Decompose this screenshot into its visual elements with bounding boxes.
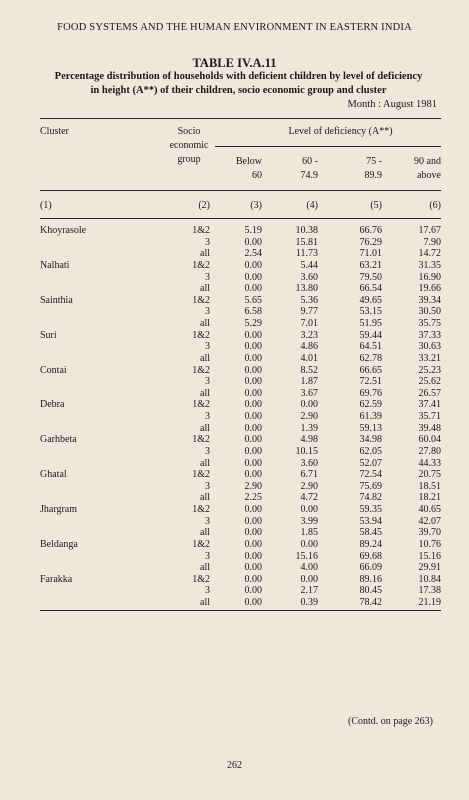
value-75-89: 59.44 (359, 329, 382, 341)
socio-economic-group: 1&2 (192, 294, 210, 306)
socio-economic-group: all (200, 422, 210, 434)
value-90-above: 37.41 (418, 399, 441, 411)
value-75-89: 89.16 (359, 573, 382, 585)
value-60-74: 15.16 (295, 550, 318, 562)
socio-economic-group: 1&2 (192, 399, 210, 411)
cluster-name (40, 353, 140, 365)
cluster-name (40, 423, 140, 435)
socio-economic-group: 1&2 (192, 225, 210, 236)
socio-economic-group: all (200, 457, 210, 469)
cluster-name (40, 306, 140, 318)
level-header-rule (215, 146, 441, 147)
column-number-2: (2) (198, 200, 210, 211)
table-row (40, 237, 441, 249)
cluster-name (40, 527, 140, 539)
cluster-name (40, 248, 140, 260)
value-below-60: 0.00 (244, 585, 262, 597)
header-col-90-above: 90 and above (414, 156, 441, 181)
value-below-60: 0.00 (244, 562, 262, 574)
table-row (40, 388, 441, 400)
value-60-74: 6.71 (300, 469, 318, 481)
socio-economic-group: all (200, 597, 210, 608)
value-60-74: 1.87 (300, 376, 318, 388)
table-row (40, 539, 441, 551)
value-60-74: 3.23 (300, 329, 318, 341)
table-row (40, 399, 441, 411)
socio-economic-group: all (200, 527, 210, 539)
cluster-name (40, 272, 140, 284)
value-60-74: 5.36 (300, 294, 318, 306)
value-60-74: 4.72 (300, 492, 318, 504)
value-75-89: 76.29 (359, 236, 382, 248)
cluster-name (40, 516, 140, 528)
value-90-above: 60.04 (418, 434, 441, 446)
cluster-name (40, 237, 140, 249)
value-below-60: 0.00 (244, 352, 262, 364)
cluster-name: Ghatal (40, 469, 67, 481)
table-row (40, 411, 441, 423)
table-row (40, 458, 441, 470)
value-below-60: 0.00 (244, 341, 262, 353)
value-60-74: 3.60 (300, 457, 318, 469)
value-below-60: 0.00 (244, 259, 262, 271)
top-rule (40, 118, 441, 119)
value-75-89: 74.82 (359, 492, 382, 504)
value-below-60: 0.00 (244, 283, 262, 295)
value-below-60: 5.29 (244, 318, 262, 329)
value-90-above: 7.90 (423, 236, 441, 248)
value-75-89: 64.51 (359, 341, 382, 353)
value-75-89: 72.54 (359, 469, 382, 481)
value-90-above: 25.62 (418, 376, 441, 388)
table-row (40, 516, 441, 528)
table-title: TABLE IV.A.11 (192, 56, 277, 70)
value-75-89: 51.95 (359, 318, 382, 329)
value-75-89: 34.98 (359, 434, 382, 446)
value-60-74: 0.00 (300, 573, 318, 585)
value-90-above: 35.71 (418, 411, 441, 422)
socio-economic-group: 3 (205, 271, 210, 283)
value-60-74: 1.85 (300, 527, 318, 539)
table-row (40, 306, 441, 318)
table-row (40, 434, 441, 446)
cluster-name (40, 376, 140, 388)
table-row (40, 272, 441, 284)
socio-economic-group: 3 (205, 515, 210, 527)
table-row (40, 585, 441, 597)
value-90-above: 29.91 (418, 562, 441, 574)
value-90-above: 39.48 (418, 422, 441, 434)
socio-economic-group: all (200, 318, 210, 329)
value-60-74: 0.00 (300, 538, 318, 550)
table-bottom-rule (40, 610, 441, 611)
value-60-74: 2.90 (300, 411, 318, 422)
value-90-above: 21.19 (418, 597, 441, 608)
header-col-75-89: 75 - 89.9 (364, 156, 382, 181)
cluster-name: Beldanga (40, 538, 78, 550)
column-number-6: (6) (429, 200, 441, 211)
value-75-89: 58.45 (359, 527, 382, 539)
value-60-74: 7.01 (300, 318, 318, 329)
table-row (40, 597, 441, 609)
value-75-89: 80.45 (359, 585, 382, 597)
table-caption (30, 70, 447, 98)
value-90-above: 18.51 (418, 480, 441, 492)
value-75-89: 79.50 (359, 271, 382, 283)
value-75-89: 61.39 (359, 411, 382, 422)
table-row (40, 574, 441, 586)
value-60-74: 0.39 (300, 597, 318, 608)
header-cluster: Cluster (40, 126, 69, 137)
value-60-74: 15.81 (295, 236, 318, 248)
table-row (40, 283, 441, 295)
value-90-above: 35.75 (418, 318, 441, 329)
value-75-89: 62.05 (359, 445, 382, 457)
value-75-89: 69.76 (359, 387, 382, 399)
value-90-above: 30.63 (418, 341, 441, 353)
value-60-74: 0.00 (300, 399, 318, 411)
table-row (40, 469, 441, 481)
value-75-89: 53.94 (359, 515, 382, 527)
table-row (40, 423, 441, 435)
value-75-89: 59.13 (359, 422, 382, 434)
table-row (40, 492, 441, 504)
value-below-60: 0.00 (244, 329, 262, 341)
value-60-74: 4.01 (300, 352, 318, 364)
header-bottom-rule (40, 190, 441, 191)
value-90-above: 17.38 (418, 585, 441, 597)
value-below-60: 2.90 (244, 480, 262, 492)
socio-economic-group: 3 (205, 236, 210, 248)
value-below-60: 2.25 (244, 492, 262, 504)
cluster-name (40, 597, 140, 609)
value-below-60: 2.54 (244, 248, 262, 260)
socio-economic-group: all (200, 352, 210, 364)
cluster-name (40, 551, 140, 563)
value-75-89: 66.76 (359, 225, 382, 236)
value-90-above: 20.75 (418, 469, 441, 481)
value-90-above: 18.21 (418, 492, 441, 504)
cluster-name: Contai (40, 364, 67, 376)
cluster-name (40, 411, 140, 423)
continued-note: (Contd. on page 263) (348, 716, 433, 727)
cluster-name: Debra (40, 399, 65, 411)
value-below-60: 0.00 (244, 364, 262, 376)
value-90-above: 44.33 (418, 457, 441, 469)
socio-economic-group: 1&2 (192, 504, 210, 515)
value-75-89: 59.35 (359, 504, 382, 515)
value-below-60: 0.00 (244, 550, 262, 562)
column-number-5: (5) (370, 200, 382, 211)
caption-line-1: Percentage distribution of households with deficient children by level of deficiency (54, 71, 423, 82)
socio-economic-group: 1&2 (192, 538, 210, 550)
value-75-89: 63.21 (359, 259, 382, 271)
value-below-60: 0.00 (244, 399, 262, 411)
value-60-74: 3.99 (300, 515, 318, 527)
column-number-4: (4) (306, 200, 318, 211)
value-90-above: 30.50 (418, 306, 441, 318)
value-90-above: 17.67 (418, 225, 441, 236)
table-row (40, 376, 441, 388)
cluster-name (40, 388, 140, 400)
value-90-above: 40.65 (418, 504, 441, 515)
value-below-60: 0.00 (244, 527, 262, 539)
value-below-60: 0.00 (244, 469, 262, 481)
table-row (40, 365, 441, 377)
cluster-name (40, 492, 140, 504)
table-row (40, 260, 441, 272)
value-60-74: 3.67 (300, 387, 318, 399)
socio-economic-group: all (200, 387, 210, 399)
page-number: 262 (227, 760, 242, 771)
cluster-name: Nalhati (40, 259, 70, 271)
cluster-name: Jhargram (40, 504, 78, 515)
value-60-74: 2.17 (300, 585, 318, 597)
value-below-60: 6.58 (244, 306, 262, 318)
value-below-60: 0.00 (244, 434, 262, 446)
table-row (40, 562, 441, 574)
table-row (40, 225, 441, 237)
cluster-name: Khoyrasole (40, 225, 87, 236)
header-level-of-deficiency: Level of deficiency (A**) (288, 126, 393, 137)
socio-economic-group: 1&2 (192, 573, 210, 585)
data-table (40, 225, 441, 609)
socio-economic-group: all (200, 248, 210, 260)
running-head: FOOD SYSTEMS AND THE HUMAN ENVIRONMENT IN EASTERN INDIA (57, 22, 412, 33)
socio-economic-group: all (200, 562, 210, 574)
value-75-89: 75.69 (359, 480, 382, 492)
value-below-60: 0.00 (244, 422, 262, 434)
table-row (40, 504, 441, 516)
value-below-60: 0.00 (244, 445, 262, 457)
value-below-60: 5.19 (244, 225, 262, 236)
value-60-74: 2.90 (300, 480, 318, 492)
socio-economic-group: 3 (205, 341, 210, 353)
value-75-89: 72.51 (359, 376, 382, 388)
value-90-above: 33.21 (418, 352, 441, 364)
value-below-60: 5.65 (244, 294, 262, 306)
cluster-name (40, 562, 140, 574)
header-col-60-74: 60 - 74.9 (300, 156, 318, 181)
table-row (40, 341, 441, 353)
value-75-89: 78.42 (359, 597, 382, 608)
socio-economic-group: 3 (205, 480, 210, 492)
value-90-above: 19.66 (418, 283, 441, 295)
value-60-74: 8.52 (300, 364, 318, 376)
value-75-89: 89.24 (359, 538, 382, 550)
value-60-74: 1.39 (300, 422, 318, 434)
value-75-89: 66.54 (359, 283, 382, 295)
value-75-89: 66.65 (359, 364, 382, 376)
socio-economic-group: 1&2 (192, 364, 210, 376)
value-below-60: 0.00 (244, 236, 262, 248)
socio-economic-group: 3 (205, 376, 210, 388)
value-below-60: 0.00 (244, 271, 262, 283)
value-90-above: 10.76 (418, 538, 441, 550)
value-below-60: 0.00 (244, 573, 262, 585)
value-60-74: 4.00 (300, 562, 318, 574)
value-below-60: 0.00 (244, 387, 262, 399)
value-60-74: 4.86 (300, 341, 318, 353)
value-75-89: 62.59 (359, 399, 382, 411)
value-90-above: 42.07 (418, 515, 441, 527)
socio-economic-group: 3 (205, 585, 210, 597)
socio-economic-group: all (200, 492, 210, 504)
value-60-74: 11.73 (295, 248, 318, 260)
value-60-74: 10.15 (295, 445, 318, 457)
value-below-60: 0.00 (244, 597, 262, 608)
value-90-above: 31.35 (418, 259, 441, 271)
socio-economic-group: 3 (205, 411, 210, 422)
value-below-60: 0.00 (244, 504, 262, 515)
value-60-74: 9.77 (300, 306, 318, 318)
cluster-name (40, 585, 140, 597)
table-row (40, 318, 441, 330)
column-number-rule (40, 218, 441, 219)
table-row (40, 551, 441, 563)
value-90-above: 15.16 (418, 550, 441, 562)
value-60-74: 3.60 (300, 271, 318, 283)
month-label: Month : August 1981 (347, 99, 437, 110)
cluster-name: Garhbeta (40, 434, 77, 446)
cluster-name (40, 446, 140, 458)
header-col-below-60: Below 60 (235, 156, 262, 181)
column-number-1: (1) (40, 200, 52, 211)
cluster-name: Farakka (40, 573, 73, 585)
cluster-name (40, 341, 140, 353)
value-below-60: 0.00 (244, 515, 262, 527)
value-75-89: 49.65 (359, 294, 382, 306)
value-90-above: 27.80 (418, 445, 441, 457)
table-row (40, 353, 441, 365)
value-90-above: 39.70 (418, 527, 441, 539)
value-75-89: 66.09 (359, 562, 382, 574)
socio-economic-group: 1&2 (192, 469, 210, 481)
cluster-name (40, 458, 140, 470)
value-60-74: 10.38 (295, 225, 318, 236)
value-below-60: 0.00 (244, 538, 262, 550)
table-row (40, 527, 441, 539)
cluster-name (40, 318, 140, 330)
cluster-name (40, 481, 140, 493)
value-60-74: 5.44 (300, 259, 318, 271)
value-90-above: 39.34 (418, 294, 441, 306)
value-60-74: 4.98 (300, 434, 318, 446)
value-60-74: 13.80 (295, 283, 318, 295)
socio-economic-group: 1&2 (192, 259, 210, 271)
socio-economic-group: 1&2 (192, 434, 210, 446)
value-60-74: 0.00 (300, 504, 318, 515)
table-row (40, 330, 441, 342)
caption-line-2: in height (A**) of their children, socio economic group and cluster (90, 85, 387, 96)
value-75-89: 52.07 (359, 457, 382, 469)
cluster-name (40, 283, 140, 295)
socio-economic-group: 3 (205, 306, 210, 318)
table-row (40, 295, 441, 307)
cluster-name: Sainthia (40, 294, 73, 306)
cluster-name: Suri (40, 329, 57, 341)
value-below-60: 0.00 (244, 376, 262, 388)
value-75-89: 69.68 (359, 550, 382, 562)
value-90-above: 16.90 (418, 271, 441, 283)
value-90-above: 14.72 (418, 248, 441, 260)
socio-economic-group: all (200, 283, 210, 295)
header-socio-economic-group: Socio economic group (169, 126, 209, 165)
table-row (40, 481, 441, 493)
value-90-above: 25.23 (418, 364, 441, 376)
value-below-60: 0.00 (244, 411, 262, 422)
socio-economic-group: 3 (205, 550, 210, 562)
table-row (40, 446, 441, 458)
value-75-89: 53.15 (359, 306, 382, 318)
column-number-3: (3) (250, 200, 262, 211)
socio-economic-group: 3 (205, 445, 210, 457)
value-90-above: 37.33 (418, 329, 441, 341)
value-below-60: 0.00 (244, 457, 262, 469)
value-75-89: 71.01 (359, 248, 382, 260)
table-row (40, 248, 441, 260)
value-90-above: 10.84 (418, 573, 441, 585)
value-90-above: 26.57 (418, 387, 441, 399)
socio-economic-group: 1&2 (192, 329, 210, 341)
value-75-89: 62.78 (359, 352, 382, 364)
